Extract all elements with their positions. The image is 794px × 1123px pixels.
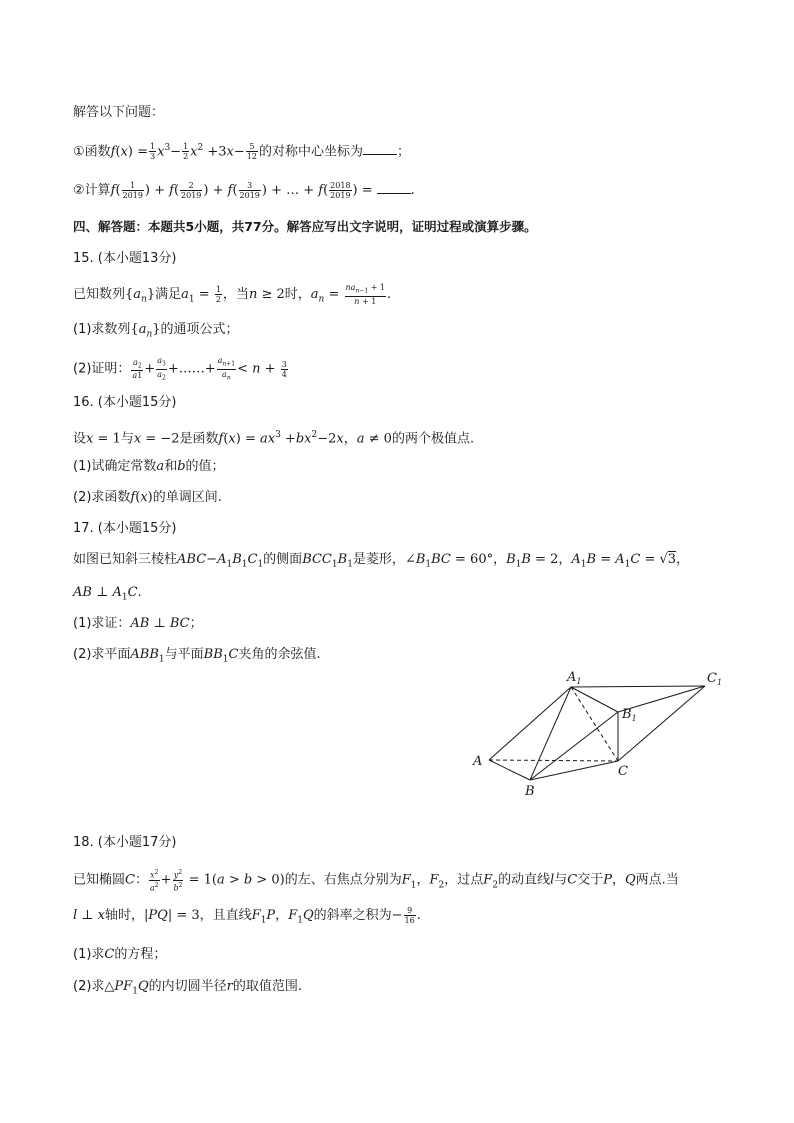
edge-b1b [530, 712, 618, 780]
edge-a1c [571, 687, 618, 761]
q18-part2: (2)求$\triangle PF_1Q$的内切圆半径r的取值范围. [73, 979, 302, 997]
label-a1: $A_1$ [567, 670, 582, 686]
section-header: 四、解答题：本题共5小题，共77分。解答应写出文字说明，证明过程或演算步骤。 [73, 219, 537, 234]
edge-a1b1 [571, 687, 618, 712]
edge-ab [489, 760, 530, 780]
q14-part2: ②计算f( $\frac{1}{2019}$ ) + f( $\frac{2}{2019}$ ) + f( $\frac{3}{2019}$ ) + … + f( $\frac{2018}{2019}$ ) = . [73, 181, 415, 200]
edge-a1a [489, 687, 571, 760]
q16-stem: 设x = 1与x = −2是函数$f(x) = ax^3 +bx^2-2x$，a ≠ 0的两个极值点. [73, 430, 475, 447]
answer-blank[interactable] [363, 142, 397, 155]
q15-heading: 15. (本小题13分) [73, 251, 177, 266]
label-a: A [473, 754, 483, 769]
q17-part1: (1)求证：AB ⊥ BC； [73, 616, 203, 631]
edge-bc [530, 761, 618, 780]
answer-blank[interactable] [377, 181, 411, 194]
label-b1: $B_1$ [622, 707, 637, 723]
q16-part2: (2)求函数f(x)的单调区间. [73, 490, 222, 505]
q18-stem-cont: l ⊥ x轴时，|PQ| = 3，且直线$F_1P$，$F_1Q$的斜率之积为− $\frac{9}{16}$ . [73, 906, 421, 926]
edge-ac [489, 760, 618, 761]
q15-part1: (1)求数列$\{a_n\}$的通项公式； [73, 322, 239, 340]
q18-heading: 18. (本小题17分) [73, 835, 177, 850]
edge-a1b [530, 687, 571, 780]
prism-figure [460, 662, 730, 802]
q15-stem: 已知数列$\{a_n\}$满足$a_1$ = $\frac{1}{2}$ ，当n ≥ 2时，$a_n$ = $\frac{na_{n-1} + 1}{n + 1}$ . [73, 283, 392, 306]
q17-heading: 17. (本小题15分) [73, 521, 177, 536]
q18-part1: (1)求C的方程； [73, 947, 167, 962]
q16-heading: 16. (本小题15分) [73, 395, 177, 410]
q15-part2: (2)证明： $\frac{a_2}{a1}$ + $\frac{a_3}{a_2}$ +……+ $\frac{a_{n+1}}{a_n}$ < n + $\frac{3}{4}$ [73, 356, 287, 382]
q14-part1: ①函数f(x) = $\frac{1}{3}$ $x^3-$ $\frac{1}{2}$ $x^2 +3x-$ $\frac{5}{12}$ 的对称中心坐标为 ； [73, 142, 411, 162]
label-b: B [525, 784, 535, 799]
edge-c1c [618, 686, 705, 761]
q17-part2: (2)求平面$ABB_1$与平面$BB_1C$夹角的余弦值. [73, 647, 321, 665]
q16-part1: (1)试确定常数a和b的值； [73, 459, 225, 474]
q17-stem: 如图已知斜三棱柱$ABC-A_1B_1C_1$的侧面$BCC_1B_1$是菱形，$\angle B_1BC = 60^\circ$，$B_1B = 2$，$A_1B = A_1C = √3$， [73, 552, 690, 570]
edge-a1c1 [571, 686, 705, 687]
q18-stem: 已知椭圆C： $\frac{x^2}{a^2}$ + $\frac{y^2}{b^2}$ = 1(a > b > 0)的左、右焦点分别为$F_1$，$F_2$，过点$F_2$的动直线l与C交于P，Q两点.当 [73, 869, 679, 893]
label-c1: $C_1$ [707, 671, 723, 687]
intro-text: 解答以下问题： [73, 105, 165, 120]
label-c: C [618, 764, 628, 779]
q17-stem-cont: AB ⊥ $A_1C$. [73, 585, 142, 603]
